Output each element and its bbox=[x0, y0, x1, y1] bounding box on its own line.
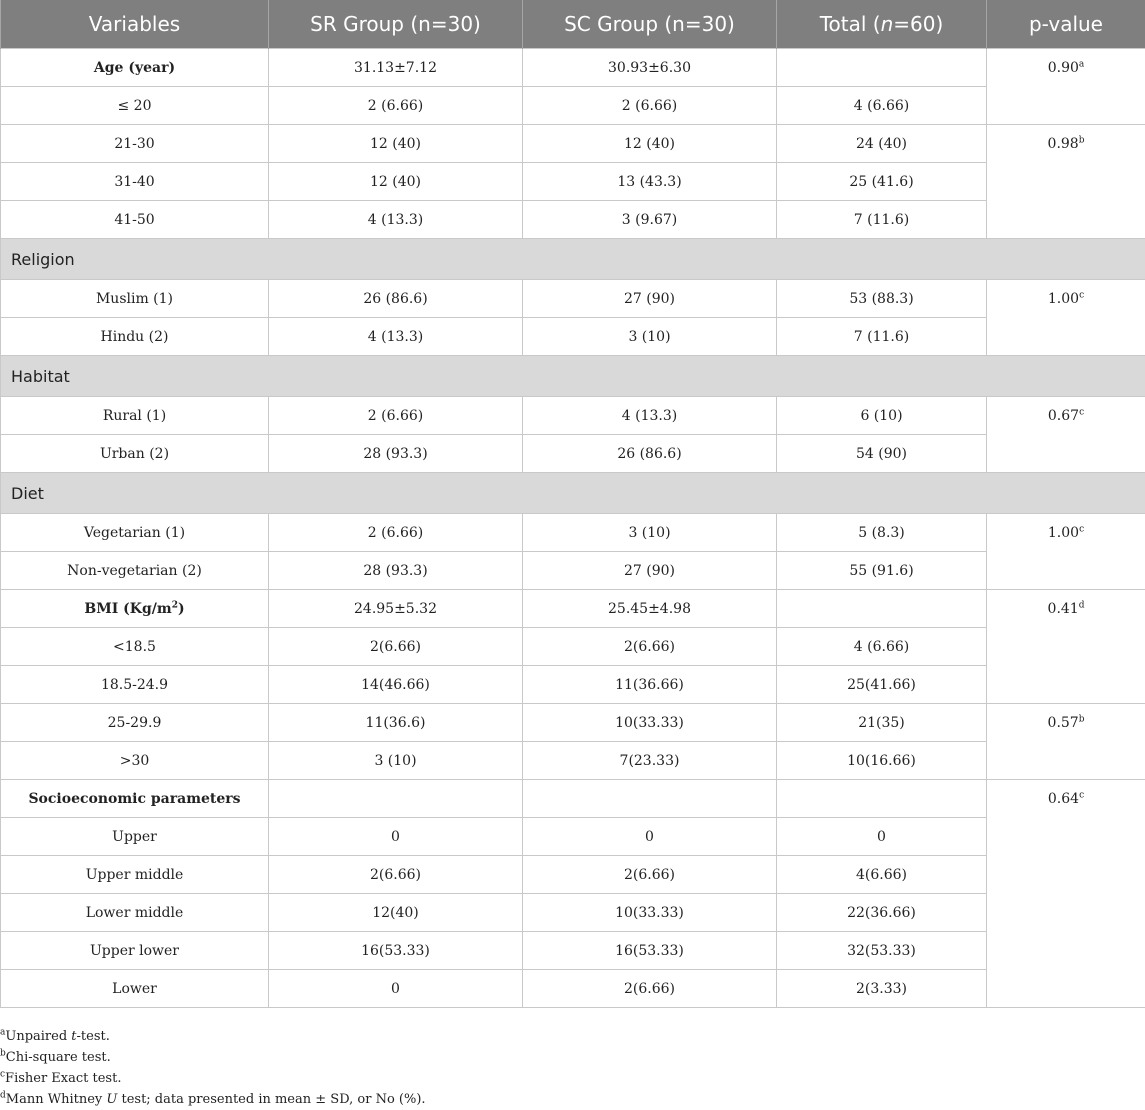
sr-cell: 2 (6.66) bbox=[269, 87, 523, 125]
row-label: Vegetarian (1) bbox=[1, 514, 269, 552]
bmi-label: BMI (Kg/m bbox=[84, 601, 171, 617]
p-value: 0.98 bbox=[1048, 136, 1079, 152]
sc-cell: 0 bbox=[523, 818, 777, 856]
p-value-cell bbox=[987, 397, 1145, 473]
sc-cell: 3 (9.67) bbox=[523, 201, 777, 239]
header-total-pre: Total ( bbox=[820, 12, 881, 36]
table-row bbox=[1, 125, 1145, 163]
sc-cell: 11(36.66) bbox=[523, 666, 777, 704]
p-value-cell bbox=[987, 49, 1145, 125]
p-value-note-mark: c bbox=[1079, 407, 1084, 417]
header-total-post: =60) bbox=[893, 12, 943, 36]
footnote-italic: U bbox=[106, 1092, 117, 1107]
row-label: Socioeconomic parameters bbox=[1, 780, 269, 818]
row-label: Age (year) bbox=[1, 49, 269, 87]
total-cell: 4(6.66) bbox=[777, 856, 987, 894]
table-row bbox=[1, 932, 1145, 970]
sr-cell: 14(46.66) bbox=[269, 666, 523, 704]
header-variables: Variables bbox=[1, 0, 269, 49]
header-p-value: p-value bbox=[987, 0, 1145, 49]
sc-cell: 27 (90) bbox=[523, 552, 777, 590]
table-row bbox=[1, 552, 1145, 590]
p-value-note-mark: b bbox=[1079, 714, 1085, 724]
total-cell: 25(41.66) bbox=[777, 666, 987, 704]
section-label: Religion bbox=[1, 239, 1145, 280]
sc-cell: 13 (43.3) bbox=[523, 163, 777, 201]
table-row bbox=[1, 87, 1145, 125]
footnote-b bbox=[0, 1047, 1145, 1068]
footnote-text: Chi-square test. bbox=[6, 1050, 111, 1065]
sc-cell: 12 (40) bbox=[523, 125, 777, 163]
row-label: Lower middle bbox=[1, 894, 269, 932]
section-row-habitat bbox=[1, 356, 1145, 397]
footnote-mark: a bbox=[0, 1028, 5, 1038]
p-value-note-mark: c bbox=[1079, 290, 1084, 300]
total-cell: 24 (40) bbox=[777, 125, 987, 163]
sc-cell: 2 (6.66) bbox=[523, 87, 777, 125]
sr-cell: 24.95±5.32 bbox=[269, 590, 523, 628]
total-cell: 4 (6.66) bbox=[777, 628, 987, 666]
sc-cell: 3 (10) bbox=[523, 514, 777, 552]
sr-cell: 0 bbox=[269, 818, 523, 856]
bmi-label-sup: 2 bbox=[172, 600, 178, 610]
table-footnotes bbox=[0, 1026, 1145, 1110]
sr-cell: 3 (10) bbox=[269, 742, 523, 780]
table-row bbox=[1, 856, 1145, 894]
table-row bbox=[1, 318, 1145, 356]
row-label: >30 bbox=[1, 742, 269, 780]
total-cell: 7 (11.6) bbox=[777, 201, 987, 239]
table-row bbox=[1, 818, 1145, 856]
sr-cell: 2(6.66) bbox=[269, 856, 523, 894]
row-label: Non-vegetarian (2) bbox=[1, 552, 269, 590]
sr-cell: 28 (93.3) bbox=[269, 435, 523, 473]
p-value: 0.64 bbox=[1048, 791, 1079, 807]
footnote-text: test; data presented in mean ± SD, or No (%). bbox=[117, 1092, 425, 1107]
row-label: Upper bbox=[1, 818, 269, 856]
sr-cell: 0 bbox=[269, 970, 523, 1008]
sr-cell: 12(40) bbox=[269, 894, 523, 932]
footnote-text: Fisher Exact test. bbox=[5, 1071, 121, 1086]
sr-cell: 26 (86.6) bbox=[269, 280, 523, 318]
sr-cell: 2 (6.66) bbox=[269, 514, 523, 552]
total-cell bbox=[777, 49, 987, 87]
bmi-label-end: ) bbox=[178, 601, 185, 617]
sc-cell: 27 (90) bbox=[523, 280, 777, 318]
table-row bbox=[1, 163, 1145, 201]
footnote-mark: d bbox=[0, 1091, 6, 1101]
table-row bbox=[1, 201, 1145, 239]
sc-cell: 26 (86.6) bbox=[523, 435, 777, 473]
header-total bbox=[777, 0, 987, 49]
total-cell bbox=[777, 780, 987, 818]
row-label: Upper middle bbox=[1, 856, 269, 894]
sr-cell: 31.13±7.12 bbox=[269, 49, 523, 87]
sc-cell: 10(33.33) bbox=[523, 704, 777, 742]
p-value-note-mark: c bbox=[1079, 524, 1084, 534]
sr-cell: 12 (40) bbox=[269, 163, 523, 201]
p-value: 1.00 bbox=[1048, 525, 1079, 541]
sc-cell: 10(33.33) bbox=[523, 894, 777, 932]
sr-cell: 12 (40) bbox=[269, 125, 523, 163]
row-label: Upper lower bbox=[1, 932, 269, 970]
section-label: Diet bbox=[1, 473, 1145, 514]
p-value-cell bbox=[987, 704, 1145, 780]
table-row bbox=[1, 894, 1145, 932]
p-value-note-mark: b bbox=[1079, 135, 1085, 145]
row-label: Hindu (2) bbox=[1, 318, 269, 356]
sc-cell: 2(6.66) bbox=[523, 970, 777, 1008]
footnote-mark: b bbox=[0, 1049, 6, 1059]
table-row bbox=[1, 49, 1145, 87]
section-row-religion bbox=[1, 239, 1145, 280]
row-label: Urban (2) bbox=[1, 435, 269, 473]
total-cell: 21(35) bbox=[777, 704, 987, 742]
sr-cell: 28 (93.3) bbox=[269, 552, 523, 590]
table-row bbox=[1, 397, 1145, 435]
sc-cell: 30.93±6.30 bbox=[523, 49, 777, 87]
row-label: Lower bbox=[1, 970, 269, 1008]
footnote-c bbox=[0, 1068, 1145, 1089]
header-sc-group: SC Group (n=30) bbox=[523, 0, 777, 49]
sc-cell: 2(6.66) bbox=[523, 628, 777, 666]
sr-cell: 2(6.66) bbox=[269, 628, 523, 666]
footnote-italic: t bbox=[71, 1029, 76, 1044]
p-value: 1.00 bbox=[1048, 291, 1079, 307]
p-value: 0.67 bbox=[1048, 408, 1079, 424]
total-cell bbox=[777, 590, 987, 628]
sc-cell bbox=[523, 780, 777, 818]
header-sr-group: SR Group (n=30) bbox=[269, 0, 523, 49]
row-label: 31-40 bbox=[1, 163, 269, 201]
sr-cell: 11(36.6) bbox=[269, 704, 523, 742]
table-row bbox=[1, 742, 1145, 780]
total-cell: 55 (91.6) bbox=[777, 552, 987, 590]
sc-cell: 16(53.33) bbox=[523, 932, 777, 970]
table-row bbox=[1, 704, 1145, 742]
sr-cell: 4 (13.3) bbox=[269, 201, 523, 239]
sr-cell bbox=[269, 780, 523, 818]
header-row bbox=[1, 0, 1145, 49]
total-cell: 10(16.66) bbox=[777, 742, 987, 780]
row-label: Rural (1) bbox=[1, 397, 269, 435]
footnote-text: -test. bbox=[77, 1029, 110, 1044]
total-cell: 4 (6.66) bbox=[777, 87, 987, 125]
total-cell: 7 (11.6) bbox=[777, 318, 987, 356]
table-row bbox=[1, 280, 1145, 318]
p-value: 0.57 bbox=[1048, 715, 1079, 731]
total-cell: 2(3.33) bbox=[777, 970, 987, 1008]
footnote-mark: c bbox=[0, 1070, 5, 1080]
section-label: Habitat bbox=[1, 356, 1145, 397]
total-cell: 54 (90) bbox=[777, 435, 987, 473]
footnote-text: Unpaired bbox=[5, 1029, 71, 1044]
table-row bbox=[1, 666, 1145, 704]
sc-cell: 4 (13.3) bbox=[523, 397, 777, 435]
total-cell: 53 (88.3) bbox=[777, 280, 987, 318]
row-label: <18.5 bbox=[1, 628, 269, 666]
table-row bbox=[1, 628, 1145, 666]
header-total-n: n bbox=[881, 12, 894, 36]
total-cell: 25 (41.6) bbox=[777, 163, 987, 201]
sr-cell: 2 (6.66) bbox=[269, 397, 523, 435]
row-label: 21-30 bbox=[1, 125, 269, 163]
row-label bbox=[1, 590, 269, 628]
table-row bbox=[1, 780, 1145, 818]
sc-cell: 25.45±4.98 bbox=[523, 590, 777, 628]
table-row bbox=[1, 970, 1145, 1008]
p-value-cell bbox=[987, 780, 1145, 1008]
row-label: 41-50 bbox=[1, 201, 269, 239]
row-label: Muslim (1) bbox=[1, 280, 269, 318]
p-value-note-mark: a bbox=[1079, 59, 1084, 69]
p-value: 0.90 bbox=[1048, 60, 1079, 76]
total-cell: 22(36.66) bbox=[777, 894, 987, 932]
sc-cell: 7(23.33) bbox=[523, 742, 777, 780]
footnote-text: Mann Whitney bbox=[6, 1092, 107, 1107]
p-value-cell bbox=[987, 280, 1145, 356]
sr-cell: 16(53.33) bbox=[269, 932, 523, 970]
row-label: 25-29.9 bbox=[1, 704, 269, 742]
row-label: ≤ 20 bbox=[1, 87, 269, 125]
total-cell: 6 (10) bbox=[777, 397, 987, 435]
p-value-note-mark: d bbox=[1079, 600, 1085, 610]
p-value-cell bbox=[987, 514, 1145, 590]
row-label: 18.5-24.9 bbox=[1, 666, 269, 704]
sr-cell: 4 (13.3) bbox=[269, 318, 523, 356]
sc-cell: 3 (10) bbox=[523, 318, 777, 356]
table-row bbox=[1, 514, 1145, 552]
table-row bbox=[1, 590, 1145, 628]
p-value-note-mark: c bbox=[1079, 790, 1084, 800]
footnote-d bbox=[0, 1089, 1145, 1110]
p-value-cell bbox=[987, 590, 1145, 704]
section-row-diet bbox=[1, 473, 1145, 514]
sc-cell: 2(6.66) bbox=[523, 856, 777, 894]
total-cell: 5 (8.3) bbox=[777, 514, 987, 552]
footnote-a bbox=[0, 1026, 1145, 1047]
total-cell: 32(53.33) bbox=[777, 932, 987, 970]
total-cell: 0 bbox=[777, 818, 987, 856]
table-row bbox=[1, 435, 1145, 473]
p-value-cell bbox=[987, 125, 1145, 239]
p-value: 0.41 bbox=[1048, 601, 1079, 617]
